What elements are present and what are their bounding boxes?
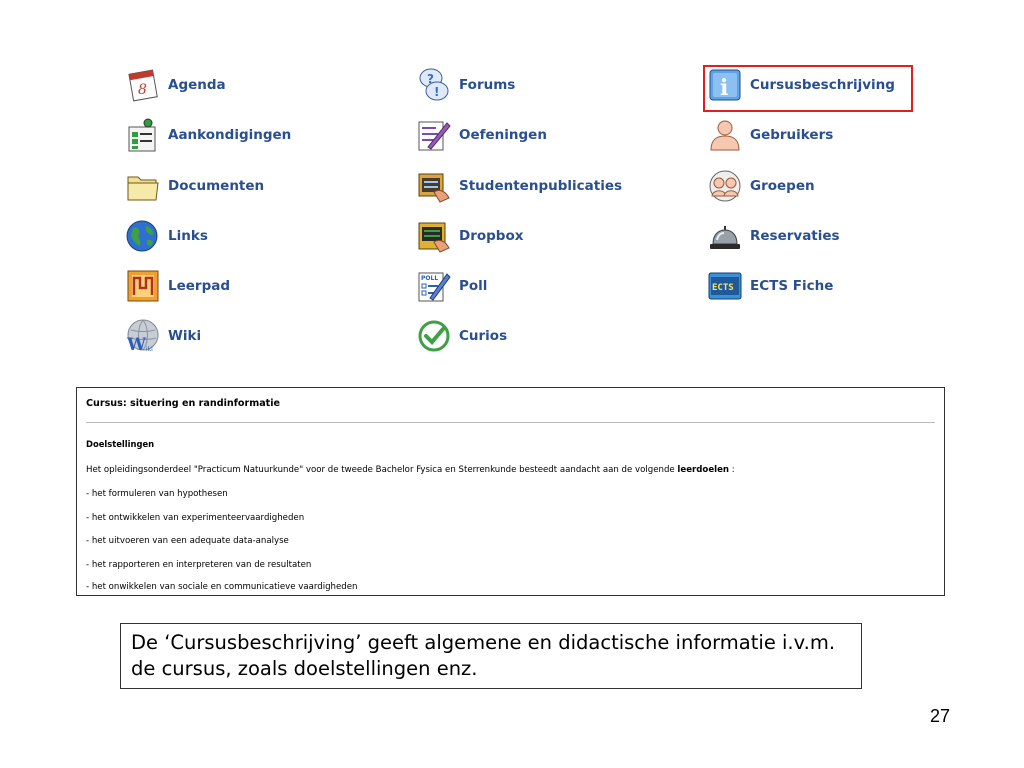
checkmark-icon bbox=[416, 318, 452, 354]
tool-label-agenda: Agenda bbox=[168, 77, 226, 93]
tool-oefeningen[interactable] bbox=[416, 117, 547, 153]
tool-label-forums: Forums bbox=[459, 77, 516, 93]
wiki-icon bbox=[125, 318, 161, 354]
tool-leerpad[interactable] bbox=[125, 268, 230, 304]
tool-label-reservaties: Reservaties bbox=[750, 228, 840, 244]
tool-forums[interactable] bbox=[416, 67, 515, 103]
info-icon bbox=[707, 67, 743, 103]
tool-groepen[interactable] bbox=[707, 168, 815, 204]
globe-icon bbox=[125, 218, 161, 254]
tool-label-links: Links bbox=[168, 228, 208, 244]
dropbox-icon bbox=[416, 218, 452, 254]
tool-curios[interactable] bbox=[416, 318, 507, 354]
tool-agenda[interactable] bbox=[125, 67, 226, 103]
tool-label-curios: Curios bbox=[459, 328, 508, 344]
tool-label-ects-fiche: ECTS Fiche bbox=[750, 278, 834, 294]
tool-label-dropbox: Dropbox bbox=[459, 228, 524, 244]
tool-label-gebruikers: Gebruikers bbox=[750, 127, 834, 143]
exercise-icon bbox=[416, 117, 452, 153]
svg-text:iki: iki bbox=[146, 346, 153, 353]
tool-label-wiki: Wiki bbox=[168, 328, 202, 344]
page-number: 27 bbox=[930, 706, 951, 726]
group-icon bbox=[707, 168, 743, 204]
tool-label-studentenpublicaties: Studentenpublicaties bbox=[459, 178, 623, 194]
section-heading: Doelstellingen bbox=[86, 439, 155, 449]
tool-studentenpublicaties[interactable] bbox=[416, 168, 622, 204]
course-info-panel bbox=[76, 387, 945, 596]
intro-paragraph bbox=[86, 465, 735, 475]
svg-text:POLL: POLL bbox=[421, 275, 439, 282]
tool-documenten[interactable] bbox=[125, 168, 264, 204]
svg-text:!: ! bbox=[434, 85, 440, 99]
tool-label-poll: Poll bbox=[459, 278, 488, 294]
tool-links[interactable] bbox=[125, 218, 208, 254]
tool-label-oefeningen: Oefeningen bbox=[459, 127, 547, 143]
list-item: - het ontwikkelen van experimenteervaardigheden bbox=[86, 513, 305, 523]
divider bbox=[86, 422, 935, 423]
course-info-title: Cursus: situering en randinformatie bbox=[86, 398, 281, 409]
calendar-icon bbox=[125, 67, 161, 103]
poll-icon bbox=[416, 268, 452, 304]
student-publications-icon bbox=[416, 168, 452, 204]
intro-text: Het opleidingsonderdeel "Practicum Natuurkunde" voor de tweede Bachelor Fysica en Sterrenkunde besteedt aandacht aan de volgende bbox=[86, 465, 675, 475]
list-item: - het uitvoeren van een adequate data-analyse bbox=[86, 536, 289, 546]
forum-bubbles-icon bbox=[416, 67, 452, 103]
caption-box: De ‘Cursusbeschrijving’ geeft algemene en didactische informatie i.v.m. de cursus, zoals doelstellingen enz. bbox=[120, 623, 862, 689]
intro-bold-text: leerdoelen bbox=[677, 465, 730, 475]
tool-cursusbeschrijving[interactable] bbox=[707, 67, 895, 103]
list-item: - het formuleren van hypothesen bbox=[86, 489, 228, 499]
ects-icon bbox=[707, 268, 743, 304]
tool-gebruikers[interactable] bbox=[707, 117, 833, 153]
tool-label-groepen: Groepen bbox=[750, 178, 815, 194]
bell-icon bbox=[707, 218, 743, 254]
tool-label-cursusbeschrijving: Cursusbeschrijving bbox=[750, 77, 895, 93]
tool-aankondigingen[interactable] bbox=[125, 117, 291, 153]
learning-path-icon bbox=[125, 268, 161, 304]
svg-text:W: W bbox=[127, 335, 147, 354]
intro-end-text: : bbox=[729, 465, 735, 475]
tool-dropbox[interactable] bbox=[416, 218, 523, 254]
svg-text:ECTS: ECTS bbox=[712, 283, 734, 293]
tool-reservaties[interactable] bbox=[707, 218, 840, 254]
user-icon bbox=[707, 117, 743, 153]
list-item: - het onwikkelen van sociale en communicatieve vaardigheden bbox=[86, 582, 358, 592]
list-item: - het rapporteren en interpreteren van de resultaten bbox=[86, 560, 312, 570]
tool-label-aankondigingen: Aankondigingen bbox=[168, 127, 292, 143]
svg-text:8: 8 bbox=[138, 82, 147, 98]
tool-ects-fiche[interactable] bbox=[707, 268, 833, 304]
tool-label-documenten: Documenten bbox=[168, 178, 265, 194]
folder-icon bbox=[125, 168, 161, 204]
announcements-icon bbox=[125, 117, 161, 153]
tool-poll[interactable] bbox=[416, 268, 487, 304]
tool-label-leerpad: Leerpad bbox=[168, 278, 231, 294]
tool-wiki[interactable] bbox=[125, 318, 201, 354]
svg-text:?: ? bbox=[427, 72, 434, 86]
svg-text:i: i bbox=[720, 75, 729, 101]
